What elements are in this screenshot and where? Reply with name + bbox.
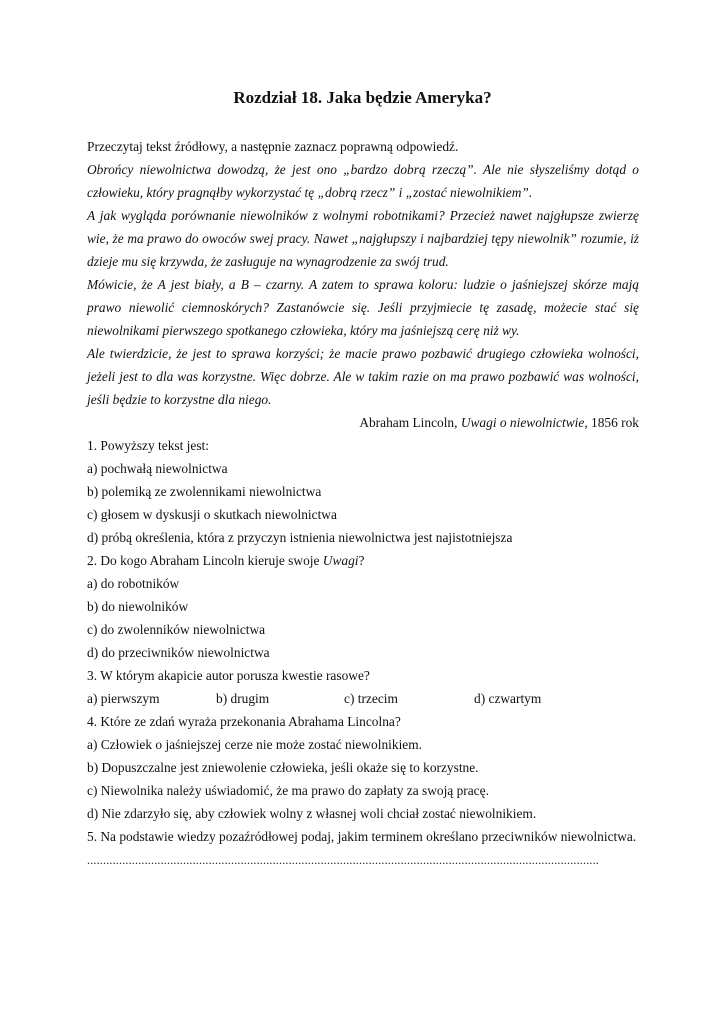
- source-line: jeżeli jest to dla was korzystne. Więc dobrze. Ale w takim razie on ma prawo pozbawić was wolności,: [87, 369, 639, 384]
- question-2-mark: ?: [358, 553, 365, 568]
- question-2-text: 2. Do kogo Abraham Lincoln kieruje swoje: [87, 553, 323, 568]
- source-line: A jak wygląda porównanie niewolników z wolnymi robotnikami? Przecież nawet najgłupsze zwierzę: [87, 208, 639, 223]
- page-title: Rozdział 18. Jaka będzie Ameryka?: [233, 88, 492, 107]
- source-line: wie, że ma prawo do owoców swej pracy. Nawet „najgłupszy i najbardziej tępy niewolnik” rozumie, iż: [87, 231, 639, 246]
- question-1: 1. Powyższy tekst jest:: [87, 438, 209, 453]
- source-line: dzieje mu się krzywda, że zasługuje na wynagrodzenie za swój trud.: [87, 254, 449, 269]
- answer-option: a) do robotników: [87, 576, 180, 591]
- source-line: Mówicie, że A jest biały, a B – czarny. A zatem to sprawa koloru: ludzie o jaśniejszej skórze mają: [87, 277, 639, 292]
- instruction-text: Przeczytaj tekst źródłowy, a następnie zaznacz poprawną odpowiedź.: [87, 139, 459, 154]
- answer-line[interactable]: ................................................................................................................................................................: [87, 853, 599, 867]
- answer-option: c) trzecim: [344, 691, 398, 706]
- answer-option: b) Dopuszczalne jest zniewolenie człowieka, jeśli okaże się to korzystne.: [87, 760, 479, 775]
- answer-option: c) do zwolenników niewolnictwa: [87, 622, 266, 637]
- answer-option: d) do przeciwników niewolnictwa: [87, 645, 270, 660]
- answer-option: b) do niewolników: [87, 599, 189, 614]
- answer-option: b) drugim: [216, 691, 270, 706]
- answer-option: b) polemiką ze zwolennikami niewolnictwa: [87, 484, 322, 499]
- answer-option: a) pochwałą niewolnictwa: [87, 461, 228, 476]
- answer-option: c) głosem w dyskusji o skutkach niewolnictwa: [87, 507, 337, 522]
- source-line: prawo niewolić ciemnoskórych? Zastanówcie się. Jeśli przyjmiecie tę zasadę, możecie stać się: [87, 300, 639, 315]
- source-line: jeśli będzie to korzystne dla niego.: [87, 392, 272, 407]
- attribution-work: Uwagi o niewolnictwie: [460, 415, 585, 430]
- question-4: 4. Które ze zdań wyraża przekonania Abrahama Lincolna?: [87, 714, 401, 729]
- question-2-title: Uwagi: [322, 553, 359, 568]
- answer-option: c) Niewolnika należy uświadomić, że ma prawo do zapłaty za swoją pracę.: [87, 783, 489, 798]
- answer-option: a) Człowiek o jaśniejszej cerze nie może zostać niewolnikiem.: [87, 737, 423, 752]
- source-line: człowieku, który pragnąłby wykorzystać tę „dobrą rzecz” i „zostać niewolnikiem”.: [87, 185, 533, 200]
- source-line: Ale twierdzicie, że jest to sprawa korzyści; że macie prawo pozbawić drugiego człowieka wolności,: [87, 346, 639, 361]
- attribution-year: , 1856 rok: [584, 415, 639, 430]
- question-2: [87, 553, 639, 569]
- source-line: niewolnikami pierwszego spotkanego człowieka, który ma jaśniejszą cerę niż wy.: [87, 323, 520, 338]
- source-line: Obrońcy niewolnictwa dowodzą, że jest ono „bardzo dobrą rzeczą”. Ale nie słyszeliśmy dotąd o: [87, 162, 639, 177]
- answer-option: a) pierwszym: [87, 691, 160, 706]
- question-3: 3. W którym akapicie autor porusza kwestie rasowe?: [87, 668, 370, 683]
- answer-option: d) czwartym: [474, 691, 542, 706]
- answer-option: d) Nie zdarzyło się, aby człowiek wolny z własnej woli chciał zostać niewolnikiem.: [87, 806, 537, 821]
- source-attribution: [87, 415, 639, 431]
- answer-option: d) próbą określenia, która z przyczyn istnienia niewolnictwa jest najistotniejsza: [87, 530, 513, 545]
- attribution-author: Abraham Lincoln,: [359, 415, 461, 430]
- question-5: 5. Na podstawie wiedzy pozaźródłowej podaj, jakim terminem określano przeciwników niewolnictwa.: [87, 829, 637, 844]
